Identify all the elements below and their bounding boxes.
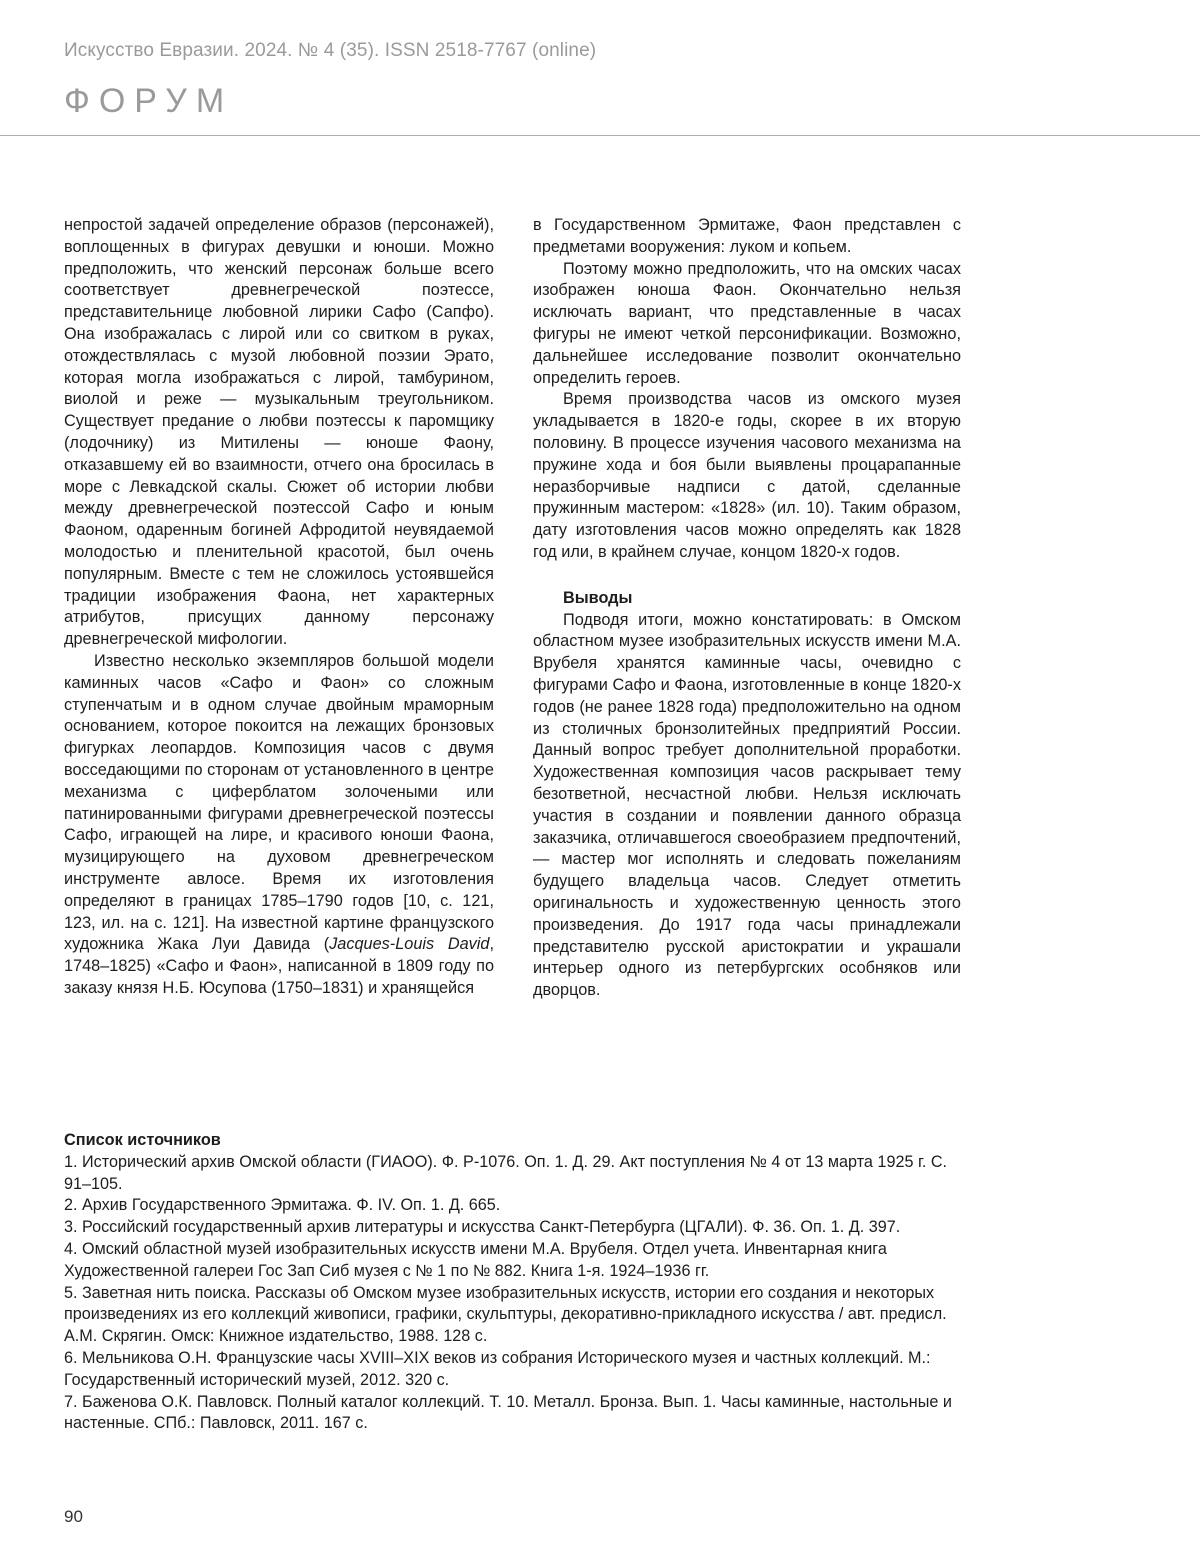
reference-item: 6. Мельникова О.Н. Французские часы XVIII–XIX веков из собрания Исторического музея и частных коллекций. М.: Государственный исторический музей, 2012. 320 с. (64, 1348, 931, 1389)
paragraph: в Государственном Эрмитаже, Фаон представлен с предметами вооружения: луком и копьем. (533, 216, 961, 256)
references-heading: Список источников (64, 1131, 221, 1149)
section-title: ФОРУМ (64, 82, 234, 120)
journal-citation: Искусство Евразии. 2024. № 4 (35). ISSN 2518-7767 (online) (64, 40, 597, 61)
header-divider (0, 135, 1200, 136)
references-list (64, 1152, 964, 1435)
text-span: Известно несколько экземпляров большой модели каминных часов «Сафо и Фаон» со сложным ступенчатым и в одном случае двойным мраморным основанием, которое покоится на лежащих бронзовых фигурках леопардов. Композиция часов с двумя восседающими по сторонам от установленного в центре механизма с циферблатом золочеными или патинированными фигурами древнегреческой поэтессы Сафо, играющей на лире, и красивого юноши Фаона, музицирующего на духовом древнегреческом инструменте авлосе. Время их изготовления определяют в границах 1785–1790 годов [10, с. 121, 123, ил. на с. 121]. На известной картине французского художника Жака Луи Давида ( (64, 651, 494, 954)
italic-name: Jacques-Louis David (329, 935, 490, 954)
text-span: , 1748–1825) «Сафо и Фаон», написанной в 1809 году по заказу князя Н.Б. Юсупова (1750–1831) и хранящейся (64, 935, 494, 997)
paragraph: Подводя итоги, можно констатировать: в Омском областном музее изобразительных искусств имени М.А. Врубеля хранятся каминные часы, очевидно с фигурами Сафо и Фаона, изготовленные в конце 1820-х годов (не ранее 1828 года) предположительно на одном из столичных бронзолитейных предприятий России. Данный вопрос требует дополнительной проработки. Художественная композиция часов раскрывает тему безответной, несчастной любви. Нельзя исключать участия в создании и появлении данного образца заказчика, отличавшегося своеобразием предпочтений,— мастер мог исполнять и следовать пожеланиям будущего владельца часов. Следует отметить оригинальность и художественную ценность этого произведения. До 1917 года часы принадлежали представителю русской аристократии и украшали интерьер одного из петербургских особняков или дворцов. (533, 610, 961, 1000)
paragraph: Время производства часов из омского музея укладывается в 1820-е годы, скорее в их вторую половину. В процессе изучения часового механизма на пружине хода и боя были выявлены процарапанные неразборчивые надписи с датой, сделанные пружинным мастером: «1828» (ил. 10). Таким образом, дату изготовления часов можно определять как 1828 год или, в крайнем случае, концом 1820-х годов. (533, 390, 961, 561)
reference-item: 5. Заветная нить поиска. Рассказы об Омском музее изобразительных искусств, истории его создания и некоторых произведениях из его коллекций живописи, графики, скульптуры, декоративно-прикладного искусства / авт. предисл. А.М. Скрягин. Омск: Книжное издательство, 1988. 128 с. (64, 1283, 947, 1346)
reference-item: 3. Российский государственный архив литературы и искусства Санкт-Петербурга (ЦГАЛИ). Ф. 36. Оп. 1. Д. 397. (64, 1218, 901, 1237)
reference-item: 7. Баженова О.К. Павловск. Полный каталог коллекций. Т. 10. Металл. Бронза. Вып. 1. Часы каминные, настольные и настенные. СПб.: Павловск, 2011. 167 с. (64, 1392, 952, 1433)
paragraph (64, 651, 494, 1000)
left-column (64, 215, 494, 1000)
reference-item: 2. Архив Государственного Эрмитажа. Ф. IV. Оп. 1. Д. 665. (64, 1196, 501, 1215)
spacer (533, 564, 961, 588)
reference-item: 4. Омский областной музей изобразительных искусств имени М.А. Врубеля. Отдел учета. Инвентарная книга Художественной галереи Гос Зап Сиб музея с № 1 по № 882. Книга 1-я. 1924–1936 гг. (64, 1239, 887, 1280)
right-column (533, 215, 961, 1002)
reference-item: 1. Исторический архив Омской области (ГИАОО). Ф. Р-1076. Оп. 1. Д. 29. Акт поступления № 4 от 13 марта 1925 г. С. 91–105. (64, 1152, 948, 1193)
page-number: 90 (64, 1507, 83, 1526)
references-section (64, 1130, 964, 1435)
paragraph: непростой задачей определение образов (персонажей), воплощенных в фигурах девушки и юноши. Можно предположить, что женский персонаж больше всего соответствует древнегреческой поэтессе, представительнице любовной лирики Сафо (Сапфо). Она изображалась с лирой или со свитком в руках, отождествлялась с музой любовной поэзии Эрато, которая могла изображаться с лирой, тамбурином, виолой и реже — музыкальным треугольником. Существует предание о любви поэтессы к паромщику (лодочнику) из Митилены — юноше Фаону, отказавшему ей во взаимности, отчего она бросилась в море с Левкадской скалы. Сюжет об истории любви между древнегреческой поэтессой Сафо и юным Фаоном, одаренным богиней Афродитой неувядаемой молодостью и пленительной красотой, был очень популярным. Вместе с тем не сложилось устоявшейся традиции изображения Фаона, нет характерных атрибутов, присущих данному персонажу древнегреческой мифологии. (64, 216, 494, 649)
paragraph: Поэтому можно предположить, что на омских часах изображен юноша Фаон. Окончательно нельзя исключать вариант, что представленные в часах фигуры не имеют четкой персонификации. Возможно, дальнейшее исследование позволит окончательно определить героев. (533, 259, 961, 387)
conclusions-heading: Выводы (563, 588, 633, 607)
